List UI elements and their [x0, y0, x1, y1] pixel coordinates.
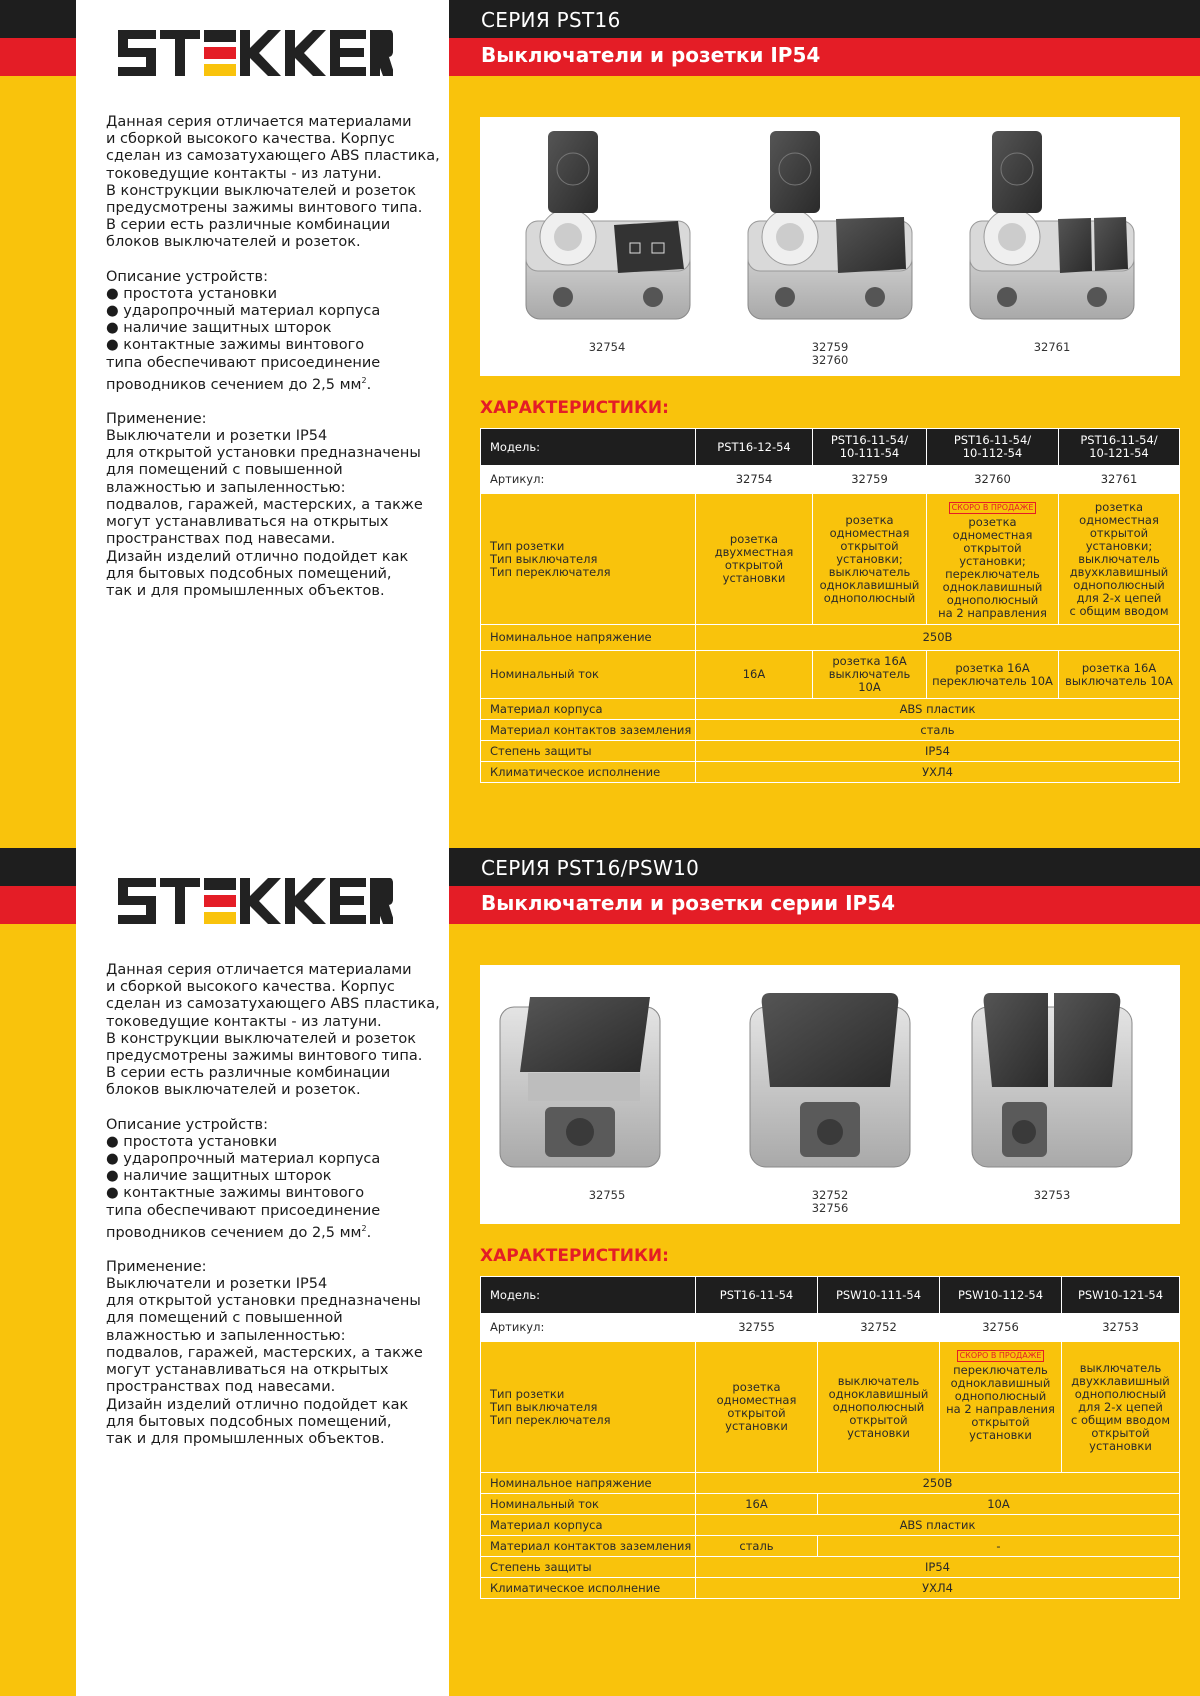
single-switch-box-icon: [740, 977, 920, 1177]
coming-soon-badge: СКОРО В ПРОДАЖЕ: [949, 502, 1037, 514]
table-row-body-material: Материал корпуса ABS пластик: [481, 1515, 1180, 1536]
feature-tail: типа обеспечивают присоединение проводников сечением до 2,5 $мм^2$.: [106, 1202, 381, 1241]
table-row-climate: Климатическое исполнение УХЛ4: [481, 1578, 1180, 1599]
product-article-label: 32754: [588, 340, 626, 354]
table-row-article: Артикул: 32755 32752 32756 32753: [481, 1314, 1180, 1342]
stekker-logo: [118, 878, 393, 924]
series-title: СЕРИЯ PST16/PSW10: [481, 856, 700, 880]
product-article-label: 32761: [1033, 340, 1071, 354]
features-list: [106, 286, 441, 355]
table-row-climate: Климатическое исполнение УХЛ4: [481, 762, 1180, 783]
feature-tail: типа обеспечивают присоединение проводников сечением до 2,5 $мм^2$.: [106, 354, 381, 393]
description-intro: Данная серия отличается материалами и сборкой высокого качества. Корпус сделан из самозатухающего ABS пластика, токоведущие контакты - из латуни. В конструкции выключателей и розеток предусмотрены зажимы винтового типа. В серии есть различные комбинации блоков выключателей и розеток.: [106, 962, 440, 1099]
table-row-protection: Степень защиты IP54: [481, 1557, 1180, 1578]
socket-with-switch-icon: [740, 129, 920, 329]
socket-with-switch-icon: [518, 129, 698, 329]
features-title: Описание устройств:: [106, 1116, 268, 1133]
feature-item: ● контактные зажимы винтового: [106, 1185, 441, 1202]
series-description: [106, 114, 441, 600]
feature-item: ● простота установки: [106, 1134, 441, 1151]
feature-item: ● простота установки: [106, 286, 441, 303]
coming-soon-badge: СКОРО В ПРОДАЖЕ: [957, 1350, 1045, 1362]
description-intro: Данная серия отличается материалами и сборкой высокого качества. Корпус сделан из самозатухающего ABS пластика, токоведущие контакты - из латуни. В конструкции выключателей и розеток предусмотрены зажимы винтового типа. В серии есть различные комбинации блоков выключателей и розеток.: [106, 114, 440, 251]
spec-table: [480, 1276, 1180, 1599]
product-article-label: 32752 32756: [811, 1188, 849, 1215]
stekker-logo: [118, 30, 393, 76]
series-description: [106, 962, 441, 1448]
product-photos: [480, 965, 1180, 1224]
product-article-label: 32759 32760: [811, 340, 849, 367]
series-subtitle: Выключатели и розетки IP54: [481, 43, 821, 67]
double-switch-box-icon: [962, 977, 1142, 1177]
table-row-current: Номинальный ток 16А 10А: [481, 1494, 1180, 1515]
product-article-label: 32753: [1033, 1188, 1071, 1202]
application-title: Применение:: [106, 410, 207, 427]
feature-item: ● контактные зажимы винтового: [106, 337, 441, 354]
spec-table: [480, 428, 1180, 783]
product-article-label: 32755: [588, 1188, 626, 1202]
table-row-model: Модель: PST16-12-54 PST16-11-54/ 10-111-54 PST16-11-54/ 10-112-54 PST16-11-54/ 10-121-54: [481, 429, 1180, 466]
table-row-type: Тип розетки Тип выключателя Тип переключателя розетка одноместная открытой установки выключатель одноклавишный однополюсный открытой установки СКОРО В ПРОДАЖЕ переключатель одноклавишный однополюсный на 2 направления открытой установки выключатель двухклавишный однополюсный для 2-х цепей с общим вводом открытой установки: [481, 1342, 1180, 1473]
product-photos: [480, 117, 1180, 376]
table-row-ground-material: Материал контактов заземления сталь -: [481, 1536, 1180, 1557]
table-row-article: Артикул: 32754 32759 32760 32761: [481, 466, 1180, 494]
application-title: Применение:: [106, 1258, 207, 1275]
series-subtitle: Выключатели и розетки серии IP54: [481, 891, 896, 915]
table-row-voltage: Номинальное напряжение 250В: [481, 625, 1180, 651]
table-row-ground-material: Материал контактов заземления сталь: [481, 720, 1180, 741]
application-text: Выключатели и розетки IP54 для открытой установки предназначены для помещений с повышенной влажностью и запыленностью: подвалов, гаражей, мастерских, а также могут устанавливаться на открытых пространствах под навесами. Дизайн изделий отлично подойдет как для бытовых подсобных помещений, так и для промышленных объектов.: [106, 1276, 423, 1447]
features-list: [106, 1134, 441, 1203]
table-row-protection: Степень защиты IP54: [481, 741, 1180, 762]
characteristics-title: ХАРАКТЕРИСТИКИ:: [480, 1246, 669, 1266]
characteristics-title: ХАРАКТЕРИСТИКИ:: [480, 398, 669, 418]
features-title: Описание устройств:: [106, 268, 268, 285]
table-row-voltage: Номинальное напряжение 250В: [481, 1473, 1180, 1494]
table-row-body-material: Материал корпуса ABS пластик: [481, 699, 1180, 720]
feature-item: ● наличие защитных шторок: [106, 320, 441, 337]
series-title: СЕРИЯ PST16: [481, 8, 621, 32]
table-row-type: Тип розетки Тип выключателя Тип переключателя розетка двухместная открытой установки розетка одноместная открытой установки; выключатель одноклавишный однополюсный СКОРО В ПРОДАЖЕ розетка одноместная открытой установки; переключатель одноклавишный однополюсный на 2 направления розетка одноместная открытой установки; выключатель двухклавишный однополюсный для 2-х цепей с общим вводом: [481, 494, 1180, 625]
feature-item: ● ударопрочный материал корпуса: [106, 1151, 441, 1168]
application-text: Выключатели и розетки IP54 для открытой установки предназначены для помещений с повышенной влажностью и запыленностью: подвалов, гаражей, мастерских, а также могут устанавливаться на открытых пространствах под навесами. Дизайн изделий отлично подойдет как для бытовых подсобных помещений, так и для промышленных объектов.: [106, 428, 423, 599]
feature-item: ● наличие защитных шторок: [106, 1168, 441, 1185]
socket-with-double-switch-icon: [962, 129, 1142, 329]
section-pst16-psw10: [0, 848, 1200, 1696]
table-row-current: Номинальный ток 16А розетка 16А выключатель 10А розетка 16А переключатель 10А розетка 16А выключатель 10А: [481, 651, 1180, 699]
table-row-model: Модель: PST16-11-54 PSW10-111-54 PSW10-112-54 PSW10-121-54: [481, 1277, 1180, 1314]
socket-box-icon: [490, 977, 670, 1177]
feature-item: ● ударопрочный материал корпуса: [106, 303, 441, 320]
